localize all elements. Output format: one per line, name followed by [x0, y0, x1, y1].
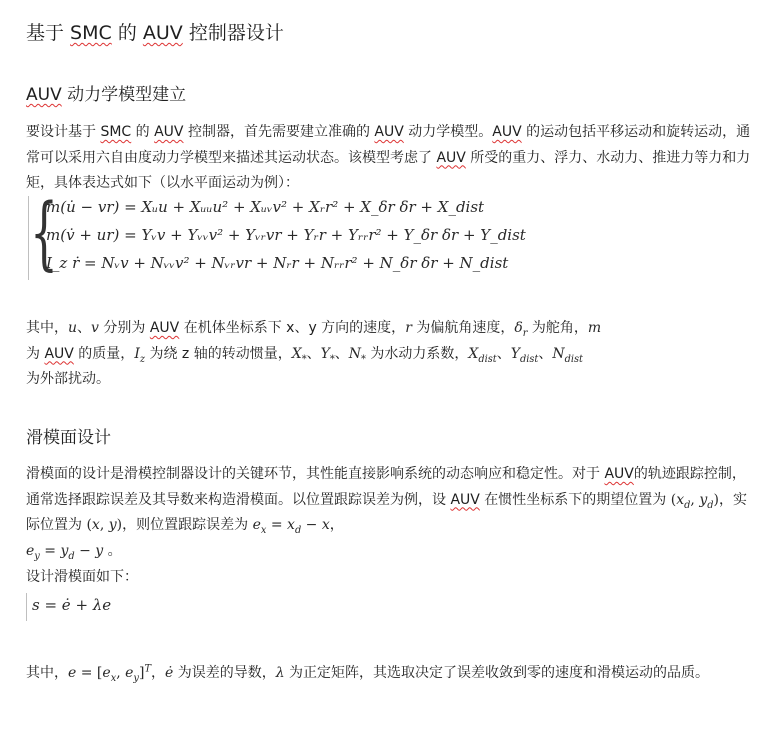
left-brace: {	[30, 186, 58, 279]
title-auv: AUV	[142, 22, 183, 44]
section-heading-dynamics	[26, 80, 186, 105]
paragraph-definitions: 其中，$e = [e_x$, $e_y]^T$，ė 为误差的导数，λ 为正定矩阵，其选取决定了误差收敛到零的速度和滑模运动的品质。	[26, 663, 710, 684]
title-text: 控制器设计	[182, 22, 284, 44]
design-line: 设计滑模面如下：	[26, 569, 138, 585]
section-heading-sliding: 滑模面设计	[26, 428, 111, 448]
equation-bar	[28, 196, 29, 280]
equation-surge: m(u̇ − vr) = Xᵤu + Xᵤᵤu² + Xᵤᵥv² + Xᵣr² + X_δr δr + X_dist	[46, 198, 485, 216]
title-text: 基于	[26, 22, 71, 44]
sliding-surface-equation: s = ė + λe	[32, 596, 112, 614]
equation-sway: m(v̇ + ur) = Yᵥv + Yᵥᵥv² + Yᵥᵣvr + Yᵣr + Yᵣᵣr² + Y_δr δr + Y_dist	[46, 226, 526, 244]
heading-auv: AUV	[26, 85, 62, 105]
paragraph-sliding: 滑模面的设计是滑模控制器设计的关键环节，其性能直接影响系统的动态响应和稳定性。对于 AUV的轨迹跟踪控制，通常选择跟踪误差及其导数来构造滑模面。以位置跟踪误差为例，设 AUV 在惯性坐标系下的期望位置为 ($x_d$, $y_d$)，实际位置为 (x, y)，则位置跟踪误差为 $e_x = x_d - x$， $e_y = y_d - y$ 。	[26, 466, 747, 562]
heading-text: 动力学模型建立	[61, 85, 187, 105]
paragraph-model-intro: 要设计基于 SMC 的 AUV 控制器，首先需要建立准确的 AUV 动力学模型。AUV 的运动包括平移运动和旋转运动，通常可以采用六自由度动力学模型来描述其运动状态。该模型考虑了 AUV 所受的重力、浮力、水动力、推进力等力和力矩，具体表达式如下（以水平面运动为例）：	[26, 124, 751, 191]
paragraph-symbols: 其中，u、v 分别为 AUV 在机体坐标系下 x、y 方向的速度，r 为偏航角速度，$\delta_r$ 为舵角，m 为 AUV 的质量，$I_z$ 为绕 z 轴的转动惯量，$X_*$、$Y_*$、$N_*$ 为水动力系数，$X_{dist}$、$Y_{dist}$、$N_{dist}$ 为外部扰动。	[26, 320, 602, 387]
equation-yaw: I_z ṙ = Nᵥv + Nᵥᵥv² + Nᵥᵣvr + Nᵣr + Nᵣᵣr² + N_δr δr + N_dist	[46, 254, 509, 272]
equation-system	[26, 186, 754, 284]
page-title	[26, 18, 284, 45]
title-text: 的	[111, 22, 143, 44]
equation-bar	[26, 593, 27, 621]
title-smc: SMC	[70, 22, 112, 44]
